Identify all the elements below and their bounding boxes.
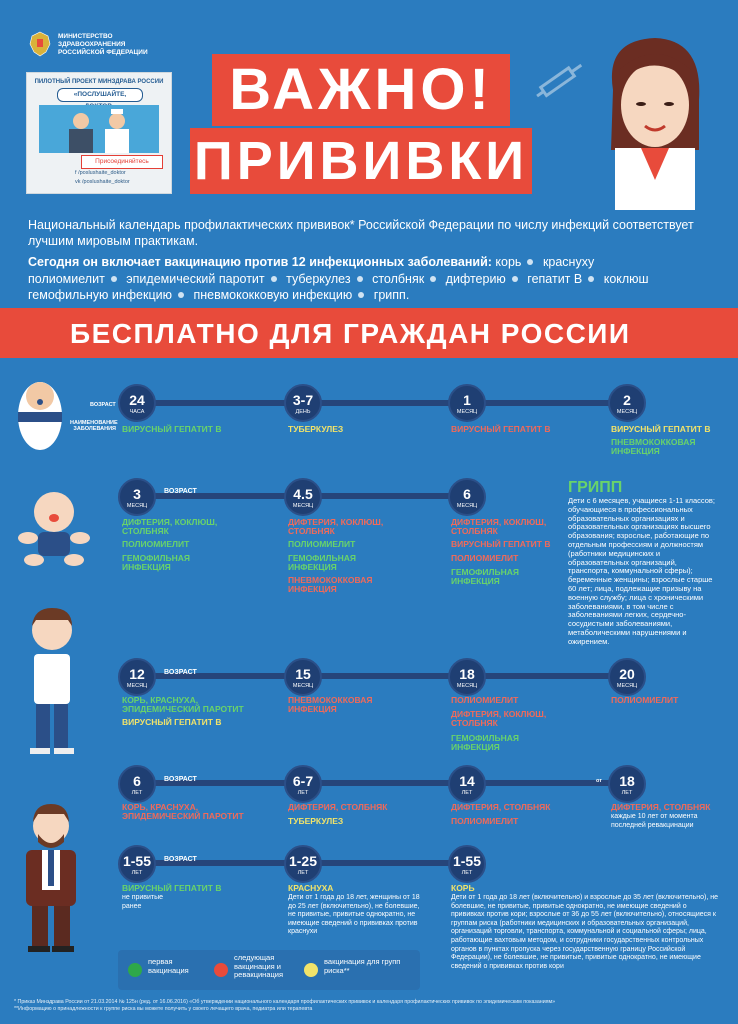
footnote: * Приказ Минздрава России от 21.03.2014 № 125н (ред. от 16.06.2016) «Об утверждении национального календаря профилактических прививок и календаря профилактических прививок по эпидемическим показаниям» <box>14 999 556 1005</box>
bullet-icon <box>178 292 184 298</box>
age-label: ВОЗРАСТ <box>164 488 197 495</box>
age-value: 3-7 <box>292 392 314 408</box>
age-unit: ЛЕТ <box>297 790 309 796</box>
age-unit: ДЕНЬ <box>295 409 311 415</box>
free-banner <box>0 308 738 358</box>
age-value: 6-7 <box>292 773 314 789</box>
disease-item: грипп. <box>373 288 410 302</box>
ministry-line: ЗДРАВООХРАНЕНИЯ <box>58 41 126 48</box>
bullet-icon <box>512 276 518 282</box>
age-unit: МЕСЯЦ <box>126 683 148 689</box>
age-circle <box>284 478 322 516</box>
title-vazhno: ВАЖНО! <box>212 54 510 126</box>
disease-list-lead: Сегодня он включает вакцинацию против 12 инфекционных заболеваний: <box>28 255 492 269</box>
ministry-line: МИНИСТЕРСТВО <box>58 33 113 40</box>
social-link-vk[interactable]: vk /poslushaite_doktor <box>75 179 130 185</box>
age-circle <box>118 658 156 696</box>
vaccine-label: ПНЕВМОКОККОВАЯ ИНФЕКЦИЯ <box>611 437 696 456</box>
age-unit: МЕСЯЦ <box>616 409 638 415</box>
age-unit: МЕСЯЦ <box>292 683 314 689</box>
syringe-icon <box>530 55 590 105</box>
timeline-bar <box>130 780 628 786</box>
age-circle <box>284 384 322 422</box>
bullet-icon <box>527 259 533 265</box>
footnotes <box>14 999 729 1013</box>
doctors-illustration <box>39 105 159 153</box>
age-circle <box>118 478 156 516</box>
age-circle <box>448 478 486 516</box>
age-label: ВОЗРАСТ <box>164 669 197 676</box>
legend-dot-yellow <box>304 963 318 977</box>
age-unit: ЛЕТ <box>297 870 309 876</box>
timeline-bar <box>130 673 628 679</box>
vaccine-label: ПОЛИОМИЕЛИТ <box>451 816 519 826</box>
social-handle: /poslushaite_doktor <box>82 179 130 185</box>
age-label: ВОЗРАСТ <box>164 856 197 863</box>
age-unit: МЕСЯЦ <box>456 409 478 415</box>
disease-item: дифтерию <box>445 271 506 286</box>
vaccine-label: ПОЛИОМИЕЛИТ <box>451 695 519 705</box>
age-unit: МЕСЯЦ <box>126 503 148 509</box>
age-unit: МЕСЯЦ <box>616 683 638 689</box>
vaccine-label: ДИФТЕРИЯ, КОКЛЮШ, СТОЛБНЯК <box>451 709 547 728</box>
vaccine-note: каждые 10 лет от момента последней ревакцинации <box>611 813 698 829</box>
vaccine-label: ТУБЕРКУЛЕЗ <box>288 424 344 434</box>
age-unit: ЛЕТ <box>131 790 143 796</box>
flu-title: ГРИПП <box>568 479 623 496</box>
age-value: 14 <box>459 773 475 789</box>
vaccine-label: ПОЛИОМИЕЛИТ <box>288 539 356 549</box>
disease-item: полиомиелит <box>28 271 105 286</box>
disease-item: коклюш <box>603 271 649 286</box>
bullet-icon <box>111 276 117 282</box>
vaccine-label: ПОЛИОМИЕЛИТ <box>611 695 679 705</box>
age-circle <box>448 658 486 696</box>
age-value: 3 <box>133 486 141 502</box>
project-poster <box>26 72 172 194</box>
age-unit: ЛЕТ <box>621 790 633 796</box>
age-unit: МЕСЯЦ <box>456 503 478 509</box>
disease-item: корь <box>495 255 522 269</box>
flu-description: Дети с 6 месяцев, учащиеся 1-11 классов; обучающиеся в профессиональных образовательных организациях и образовательных организациях высшего образования; взрослые, работающие по отдельным профессиям и должностям (работники медицинских и образовательных организаций, транспорта, коммунальной сферы); беременные женщины; взрослые старше 60 лет; лица, подлежащие призыву на военную службу; лица с хроническими заболеваниями, в том числе с заболеваниями легких, сердечно-сосудистыми заболеваниями, метаболическими нарушениями и ожирением. <box>568 496 716 646</box>
title-privivki: ПРИВИВКИ <box>190 128 532 194</box>
vaccine-label: ДИФТЕРИЯ, СТОЛБНЯК <box>288 802 388 812</box>
social-link-fb[interactable]: f /poslushaite_doktor <box>75 170 126 176</box>
disease-item: туберкулез <box>286 271 351 286</box>
age-circle <box>448 384 486 422</box>
vaccine-note: Дети от 1 года до 18 лет, женщины от 18 до 25 лет (включительно), не болевшие, не привитые, привитые однократно, не имеющие сведений о прививках против краснухи <box>288 894 420 936</box>
vaccine-label: ГЕМОФИЛЬНАЯ ИНФЕКЦИЯ <box>451 733 520 752</box>
boy-icon <box>22 606 82 756</box>
age-value: 6 <box>463 486 471 502</box>
age-value: 18 <box>459 666 475 682</box>
footnote: **Информацию о принадлежности к группе риска вы можете получить у своего лечащего врача, педиатра или терапевта <box>14 1006 313 1012</box>
poster-banner: «ПОСЛУШАЙТЕ, <box>57 88 143 102</box>
disease-list <box>28 254 708 304</box>
newborn-icon <box>14 372 66 452</box>
age-value: 18 <box>619 773 635 789</box>
vaccine-label: ДИФТЕРИЯ, КОКЛЮШ, СТОЛБНЯК <box>122 517 218 536</box>
vaccine-label: ПОЛИОМИЕЛИТ <box>451 553 519 563</box>
age-circle <box>448 765 486 803</box>
disease-item: столбняк <box>372 271 425 286</box>
ministry-line: РОССИЙСКОЙ ФЕДЕРАЦИИ <box>58 49 148 56</box>
age-unit: ЧАСА <box>129 409 145 415</box>
disease-item: эпидемический паротит <box>126 271 265 286</box>
vaccine-label: КОРЬ, КРАСНУХА, ЭПИДЕМИЧЕСКИЙ ПАРОТИТ <box>122 802 244 821</box>
vaccine-note: Дети от 1 года до 18 лет (включительно) и взрослые до 35 лет (включительно), не болевшие, не привитые, привитые однократно, не имеющие сведений о прививках против кори; взрослые от 36 до 55 лет (включительно), относящиеся к группам риска (работники медицинских и образовательных организаций, организаций торговли, транспорта, коммунальной и социальной сферы; лица, работающие вахтовым методом, и сотрудники государственных контрольных органов в пунктах пропуска через государственную границу Российской Федерации), не болевшие, не привитые, привитые однократно, не имеющие сведений о прививках против кори <box>451 894 718 970</box>
vaccine-label: КОРЬ, КРАСНУХА, ЭПИДЕМИЧЕСКИЙ ПАРОТИТ <box>122 695 244 714</box>
age-value: 4.5 <box>293 486 313 502</box>
vaccine-label: КОРЬ <box>451 883 475 893</box>
vaccine-label: ДИФТЕРИЯ, СТОЛБНЯК <box>451 802 551 812</box>
age-unit: ЛЕТ <box>461 790 473 796</box>
vaccine-label: ВИРУСНЫЙ ГЕПАТИТ В <box>122 883 222 893</box>
age-circle <box>284 845 322 883</box>
age-label: ВОЗРАСТ <box>90 402 116 408</box>
emblem-icon <box>28 30 52 58</box>
timeline-bar <box>130 400 628 406</box>
vaccine-label: КРАСНУХА <box>288 883 334 893</box>
vaccine-label: ПНЕВМОКОККОВАЯ ИНФЕКЦИЯ <box>288 575 373 594</box>
free-banner-text: БЕСПЛАТНО ДЛЯ ГРАЖДАН РОССИИ <box>70 318 631 349</box>
man-icon <box>16 800 86 952</box>
vaccine-label: ДИФТЕРИЯ, СТОЛБНЯК <box>611 802 711 812</box>
age-value: 1 <box>463 392 471 408</box>
vaccine-label: ДИФТЕРИЯ, КОКЛЮШ, СТОЛБНЯК <box>288 517 384 536</box>
age-unit: ЛЕТ <box>461 870 473 876</box>
age-value: 15 <box>295 666 311 682</box>
nurse-illustration <box>595 30 715 210</box>
legend-dot-green <box>128 963 142 977</box>
age-circle <box>118 845 156 883</box>
age-unit: МЕСЯЦ <box>292 503 314 509</box>
vaccine-label: ДИФТЕРИЯ, КОКЛЮШ, СТОЛБНЯК <box>451 517 547 536</box>
age-circle <box>284 658 322 696</box>
age-value: 2 <box>623 392 631 408</box>
vaccine-label: ГЕМОФИЛЬНАЯ ИНФЕКЦИЯ <box>122 553 191 572</box>
age-circle <box>284 765 322 803</box>
social-handle: /poslushaite_doktor <box>78 170 126 176</box>
intro-text: Национальный календарь профилактических прививок* Российской Федерации по числу инфекций соответствует лучшим мировым практикам. <box>28 218 694 248</box>
age-value: 12 <box>129 666 145 682</box>
legend-label: следующая вакцинация и ревакцинация <box>234 953 284 979</box>
age-value: 24 <box>129 392 145 408</box>
bullet-icon <box>430 276 436 282</box>
age-unit: ЛЕТ <box>131 870 143 876</box>
bullet-icon <box>271 276 277 282</box>
vaccine-label: ВИРУСНЫЙ ГЕПАТИТ В <box>451 424 551 434</box>
disease-item: гепатит В <box>527 271 583 286</box>
age-circle <box>608 384 646 422</box>
age-prefix: от <box>596 778 602 784</box>
age-circle <box>448 845 486 883</box>
age-value: 6 <box>133 773 141 789</box>
vaccine-label: ТУБЕРКУЛЕЗ <box>288 816 344 826</box>
vaccine-label: ПОЛИОМИЕЛИТ <box>122 539 190 549</box>
age-circle <box>118 765 156 803</box>
baby-icon <box>14 488 94 568</box>
vaccine-label: ВИРУСНЫЙ ГЕПАТИТ В <box>611 424 711 434</box>
age-value: 1-25 <box>288 853 318 869</box>
disease-item: пневмококковую инфекцию <box>193 288 353 302</box>
age-label: ВОЗРАСТ <box>164 776 197 783</box>
join-button[interactable]: Присоединяйтесь <box>81 155 163 169</box>
bullet-icon <box>358 292 364 298</box>
vaccine-label: ВИРУСНЫЙ ГЕПАТИТ В <box>451 539 551 549</box>
disease-item: гемофильную инфекцию <box>28 288 172 302</box>
age-circle <box>608 658 646 696</box>
legend-label: первая вакцинация <box>148 957 189 975</box>
disease-item: краснуху <box>542 255 595 269</box>
vaccine-label: ГЕМОФИЛЬНАЯ ИНФЕКЦИЯ <box>451 567 520 586</box>
age-value: 20 <box>619 666 635 682</box>
bullet-icon <box>357 276 363 282</box>
vaccine-label: ГЕМОФИЛЬНАЯ ИНФЕКЦИЯ <box>288 553 357 572</box>
age-value: 1-55 <box>122 853 152 869</box>
vaccine-label: ВИРУСНЫЙ ГЕПАТИТ В <box>122 424 222 434</box>
bullet-icon <box>588 276 594 282</box>
age-circle <box>118 384 156 422</box>
legend-label: вакцинация для групп риска** <box>324 957 401 975</box>
vaccine-label: ПНЕВМОКОККОВАЯ ИНФЕКЦИЯ <box>288 695 373 714</box>
legend-dot-red <box>214 963 228 977</box>
vaccine-note: не привитые ранее <box>122 894 164 910</box>
legend <box>118 950 420 990</box>
age-value: 1-55 <box>452 853 482 869</box>
poster-caption: ПИЛОТНЫЙ ПРОЕКТ МИНЗДРАВА РОССИИ <box>34 79 164 85</box>
disease-label: НАИМЕНОВАНИЕ ЗАБОЛЕВАНИЯ <box>70 420 118 432</box>
vaccine-label: ВИРУСНЫЙ ГЕПАТИТ В <box>122 717 222 727</box>
ministry-name <box>58 33 168 57</box>
age-unit: МЕСЯЦ <box>456 683 478 689</box>
age-circle <box>608 765 646 803</box>
